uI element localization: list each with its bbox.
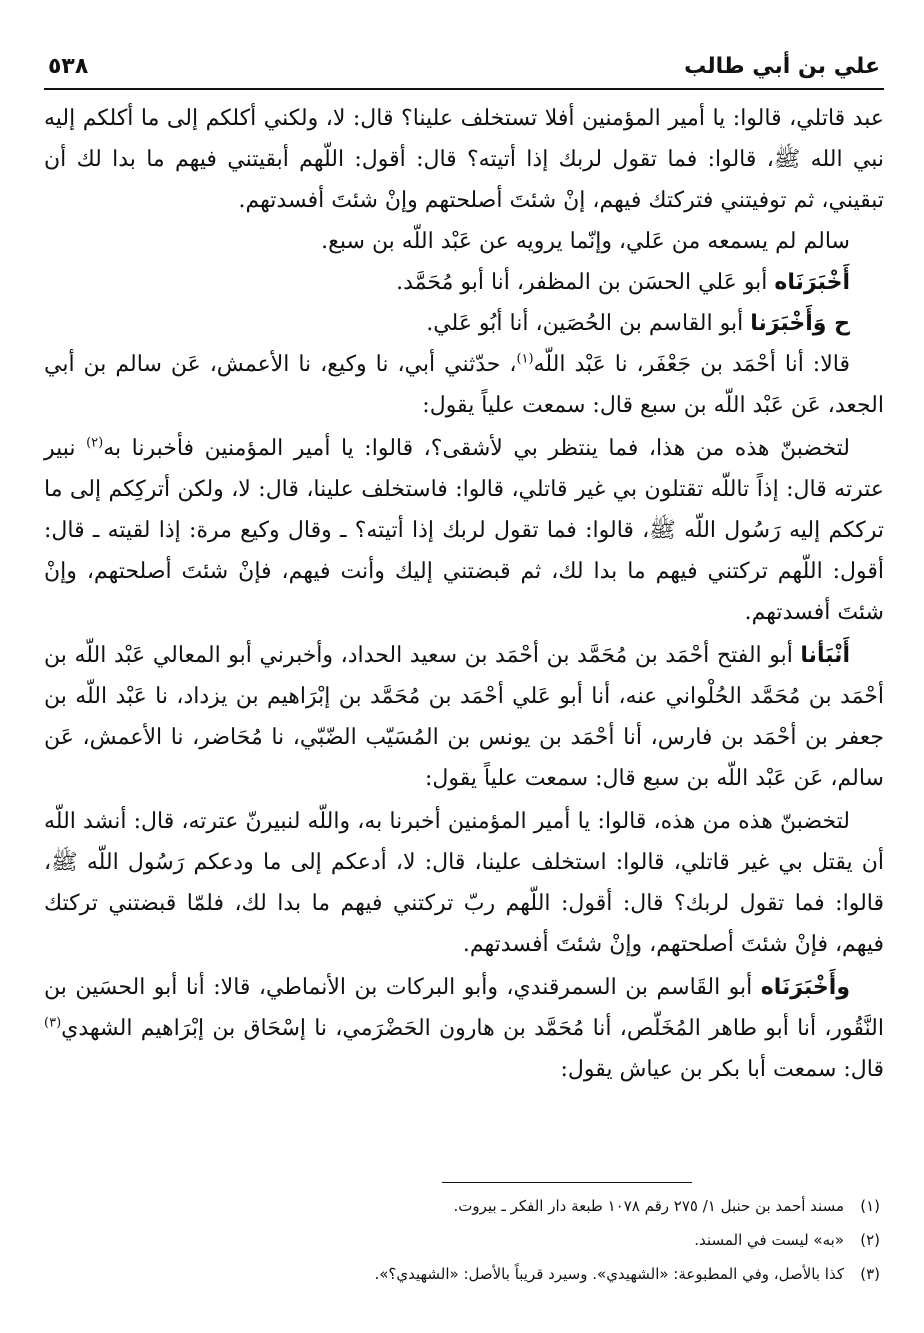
paragraph-text: أبو القاسم بن الحُصَين، أنا أبُو عَلي. [426,311,751,336]
footnote-marker[interactable]: (٣) [44,1015,62,1031]
running-header [44,52,884,90]
paragraph-text: أبو القَاسم بن السمرقندي، وأبو البركات بن الأنماطي، قالا: أنا أبو الحسَين بن النَّقُور، أنا أبو طاهر المُخَلّص، أنا مُحَمَّد بن هارون الحَضْرَمي، نا إسْحَاق بن إبْرَاهيم الشهدي [44,975,884,1041]
paragraph-text: أبو الفتح أحْمَد بن مُحَمَّد بن أحْمَد بن سعيد الحداد، وأخبرني أبو المعالي عَبْد اللّه بن أحْمَد بن مُحَمَّد الحُلْواني عنه، أنا أبو عَلي أحْمَد بن مُحَمَّد بن إبْرَاهيم بن يزداد، نا عَبْد اللّه بن جعفر بن أحْمَد بن فارس، أنا أحْمَد بن يونس بن المُسَيّب الضّبّي، نا مُحَاضر، نا الأعمش، عَن سالم، عَن عَبْد اللّه بن سبع قال: سمعت علياً يقول: [44,643,884,791]
paragraph [44,98,884,221]
footnote-text: مسند أحمد بن حنبل ١/ ٢٧٥ رقم ١٠٧٨ طبعة دار الفكر ـ بيروت. [453,1197,844,1215]
footnote-text: «به» ليست في المسند. [694,1231,844,1249]
footnote [44,1257,884,1291]
paragraph [44,221,884,262]
isnad-keyword: وأَخْبَرَنَاه [760,975,850,1000]
paragraph-text: ، حدّثني أبي، نا وكيع، نا الأعمش، عَن سالم بن أبي الجعد، عَن عَبْد اللّه بن سبع قال: سمعت علياً يقول: [44,352,884,418]
paragraph [44,262,884,303]
isnad-keyword: ح وَأَخْبَرَنا [750,311,850,336]
footnote-separator [442,1182,692,1183]
footnote [44,1223,884,1257]
paragraph-text: لتخضبنّ هذه من هذا، فما ينتظر بي لأشقى؟، قالوا: يا أمير المؤمنين فأخبرنا به [103,436,850,461]
paragraph-text: قال: سمعت أبا بكر بن عياش يقول: [560,1057,884,1082]
paragraph-text: قالا: أنا أحْمَد بن جَعْفَر، نا عَبْد اللّه [533,352,850,377]
footnote-number: (١) [860,1197,880,1215]
footnote-number: (٣) [860,1265,880,1283]
paragraph [44,967,884,1090]
paragraph [44,303,884,344]
footnote-marker[interactable]: (٢) [86,435,104,451]
main-text [44,98,884,1090]
paragraph [44,801,884,965]
page [44,52,884,1090]
paragraph-text: لتخضبنّ هذه من هذه، قالوا: يا أمير المؤمنين أخبرنا به، واللّه لنبيرنّ عترته، قال: أنشد اللّه أن يقتل بي غير قاتلي، قالوا: استخلف علينا، قال: لا، أدعكم إلى ما ودعكم رَسُول اللّه ﷺ، قالوا: فما تقول لربك؟ قال: أقول: اللّهم ربّ تركتني فيهم ما بدا لك، فلمّا قبضتني تركتك فيهم، فإنْ شئتَ أصلحتهم، وإنْ شئتَ أفسدتهم. [44,809,884,957]
isnad-keyword: أَخْبَرَنَاه [774,270,850,295]
paragraph [44,428,884,633]
book-title: علي بن أبي طالب [684,54,880,79]
isnad-keyword: أَنْبَأنا [800,643,850,668]
footnote-number: (٢) [860,1231,880,1249]
paragraph-text: أبو عَلي الحسَن بن المظفر، أنا أبو مُحَمَّد. [396,270,775,295]
footnote [44,1189,884,1223]
paragraph-text: نبير عترته قال: إذاً تاللّه تقتلون بي غير قاتلي، قالوا: فاستخلف علينا، قال: لا، ولكن أتركِكم إلى ما ترككم إليه رَسُول اللّه ﷺ، قالوا: فما تقول لربك إذا أتيته؟ ـ وقال وكيع مرة: إذا لقيته ـ قال: أقول: اللّهم تركتني فيهم ما بدا لك، ثم قبضتني إليك وأنت فيهم، فإنْ شئتَ أصلحتهم، وإنْ شئتَ أفسدتهم. [44,436,884,625]
paragraph-text: عبد قاتلي، قالوا: يا أمير المؤمنين أفلا تستخلف علينا؟ قال: لا، ولكني أكلكم إلى ما أكلكم إليه نبي الله ﷺ، قالوا: فما تقول لربك إذا أتيته؟ قال: أقول: اللّهم أبقيتني فيهم ما بدا لك أن تبقيني، ثم توفيتني فتركتك فيهم، إنْ شئتَ أصلحتهم وإنْ شئتَ أفسدتهم. [44,106,884,213]
paragraph-text: سالم لم يسمعه من عَلي، وإنّما يرويه عن عَبْد اللّه بن سبع. [321,229,850,254]
footnote-marker[interactable]: (١) [516,351,534,367]
paragraph [44,344,884,426]
page-number: ٥٣٨ [48,54,89,79]
footnotes [44,1182,884,1291]
footnote-text: كذا بالأصل، وفي المطبوعة: «الشهيدي». وسيرد قريباً بالأصل: «الشهيدي؟». [374,1265,844,1283]
paragraph [44,635,884,799]
